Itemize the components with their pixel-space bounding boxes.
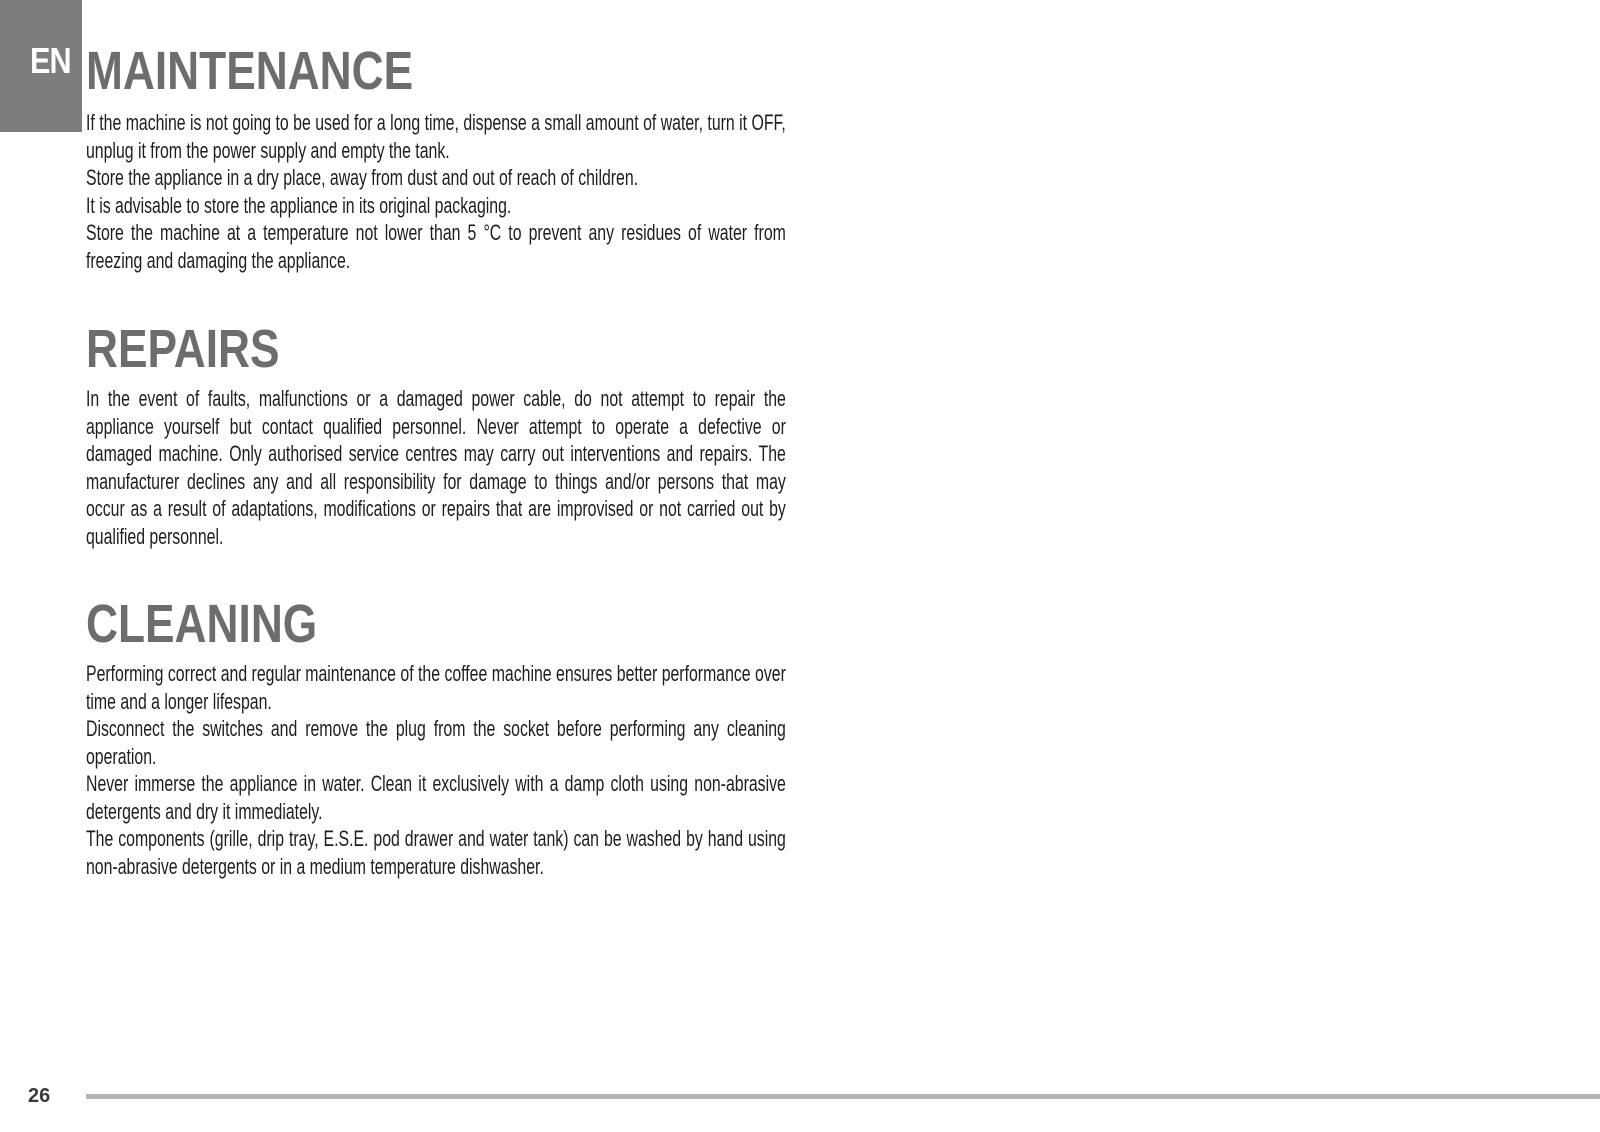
page-number: 26 bbox=[28, 1085, 51, 1107]
repairs-paragraph: In the event of faults, malfunctions or a damaged power cable, do not attempt to repair the appliance yourself but contact qualified personnel. Never attempt to operate a defective or damaged machine. Only authorised service centres may carry out interventions and repairs. The manufacturer declines any and all responsibility for damage to things and/or persons that may occur as a result of adaptations, modifications or repairs that are improvised or not carried out by qualified personnel. bbox=[86, 386, 786, 549]
repairs-heading: REPAIRS bbox=[86, 319, 280, 379]
cleaning-paragraph: Disconnect the switches and remove the plug from the socket before performing any cleaning operation. bbox=[86, 716, 786, 769]
maintenance-paragraph: Store the appliance in a dry place, away from dust and out of reach of children. bbox=[86, 165, 639, 190]
cleaning-body bbox=[86, 660, 786, 880]
maintenance-paragraph: If the machine is not going to be used for a long time, dispense a small amount of water, turn it OFF, unplug it from the power supply and empty the tank. bbox=[86, 110, 786, 163]
cleaning-paragraph: Performing correct and regular maintenance of the coffee machine ensures better performance over time and a longer lifespan. bbox=[86, 661, 786, 714]
language-tab bbox=[0, 0, 82, 132]
cleaning-heading: CLEANING bbox=[86, 594, 318, 654]
maintenance-paragraph: Store the machine at a temperature not lower than 5 °C to prevent any residues of water from freezing and damaging the appliance. bbox=[86, 220, 786, 273]
maintenance-heading: MAINTENANCE bbox=[86, 41, 414, 101]
cleaning-paragraph: Never immerse the appliance in water. Clean it exclusively with a damp cloth using non-abrasive detergents and dry it immediately. bbox=[86, 771, 786, 824]
language-label: EN bbox=[30, 40, 71, 81]
footer-rule bbox=[86, 1094, 1600, 1099]
repairs-body bbox=[86, 385, 786, 550]
maintenance-paragraph: It is advisable to store the appliance in its original packaging. bbox=[86, 192, 512, 218]
maintenance-body bbox=[86, 109, 786, 274]
cleaning-paragraph: The components (grille, drip tray, E.S.E. pod drawer and water tank) can be washed by hand using non-abrasive detergents or in a medium temperature dishwasher. bbox=[86, 826, 786, 879]
